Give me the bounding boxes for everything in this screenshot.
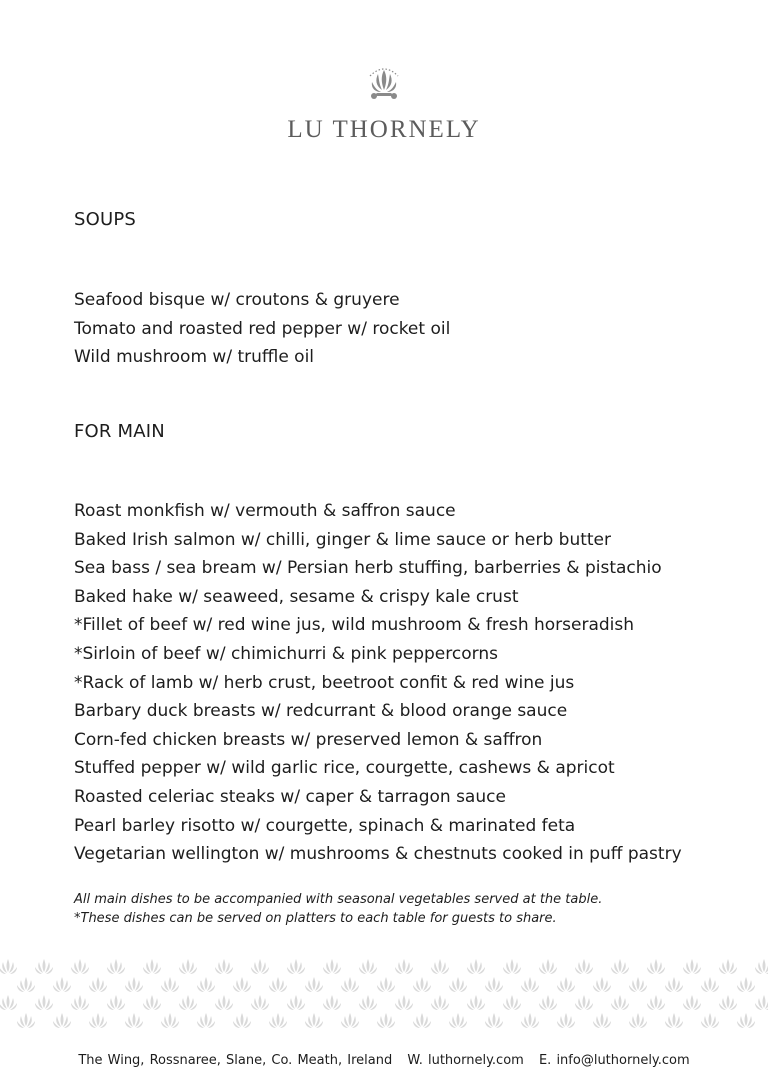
- list-item: Roasted celeriac steaks w/ caper & tarragon sauce: [74, 786, 506, 807]
- brand-name: LU THORNELY: [287, 116, 481, 143]
- list-item: Tomato and roasted red pepper w/ rocket oil: [74, 318, 451, 339]
- list-item: Baked hake w/ seaweed, sesame & crispy kale crust: [74, 586, 519, 607]
- list-item: Stuffed pepper w/ wild garlic rice, courgette, cashews & apricot: [74, 758, 615, 779]
- list-item: Corn-fed chicken breasts w/ preserved lemon & saffron: [74, 729, 543, 750]
- list-item: Vegetarian wellington w/ mushrooms & chestnuts cooked in puff pastry: [74, 844, 682, 865]
- footer-contact: [0, 1053, 768, 1068]
- list-item: *Rack of lamb w/ herb crust, beetroot confit & red wine jus: [74, 672, 575, 693]
- list-item: Barbary duck breasts w/ redcurrant & blood orange sauce: [74, 701, 568, 722]
- list-item: Sea bass / sea bream w/ Persian herb stuffing, barberries & pistachio: [74, 558, 662, 579]
- list-item: Roast monkfish w/ vermouth & saffron sauce: [74, 501, 456, 521]
- list-item: *Fillet of beef w/ red wine jus, wild mushroom & fresh horseradish: [74, 615, 635, 636]
- section-title-main: FOR MAIN: [74, 421, 165, 442]
- menu-notes: [74, 890, 602, 928]
- soups-list: [74, 286, 450, 372]
- list-item: Wild mushroom w/ truffle oil: [74, 347, 315, 368]
- decorative-pattern: [0, 955, 768, 1035]
- footer-website-link[interactable]: W. luthornely.com: [407, 1053, 524, 1068]
- footer-address: The Wing, Rossnaree, Slane, Co. Meath, Ireland: [78, 1053, 393, 1068]
- main-list: [74, 497, 682, 869]
- list-item: *Sirloin of beef w/ chimichurri & pink peppercorns: [74, 643, 498, 664]
- footer-email-link[interactable]: E. info@luthornely.com: [538, 1053, 690, 1068]
- list-item: Seafood bisque w/ croutons & gruyere: [74, 290, 400, 310]
- list-item: Baked Irish salmon w/ chilli, ginger & lime sauce or herb butter: [74, 529, 612, 550]
- brand-logo: [0, 62, 768, 144]
- list-item: Pearl barley risotto w/ courgette, spinach & marinated feta: [74, 815, 576, 836]
- note-line: *These dishes can be served on platters to each table for guests to share.: [74, 911, 557, 926]
- fleur-emblem-icon: [362, 62, 406, 102]
- note-line: All main dishes to be accompanied with seasonal vegetables served at the table.: [74, 892, 603, 907]
- section-title-soups: SOUPS: [74, 209, 137, 230]
